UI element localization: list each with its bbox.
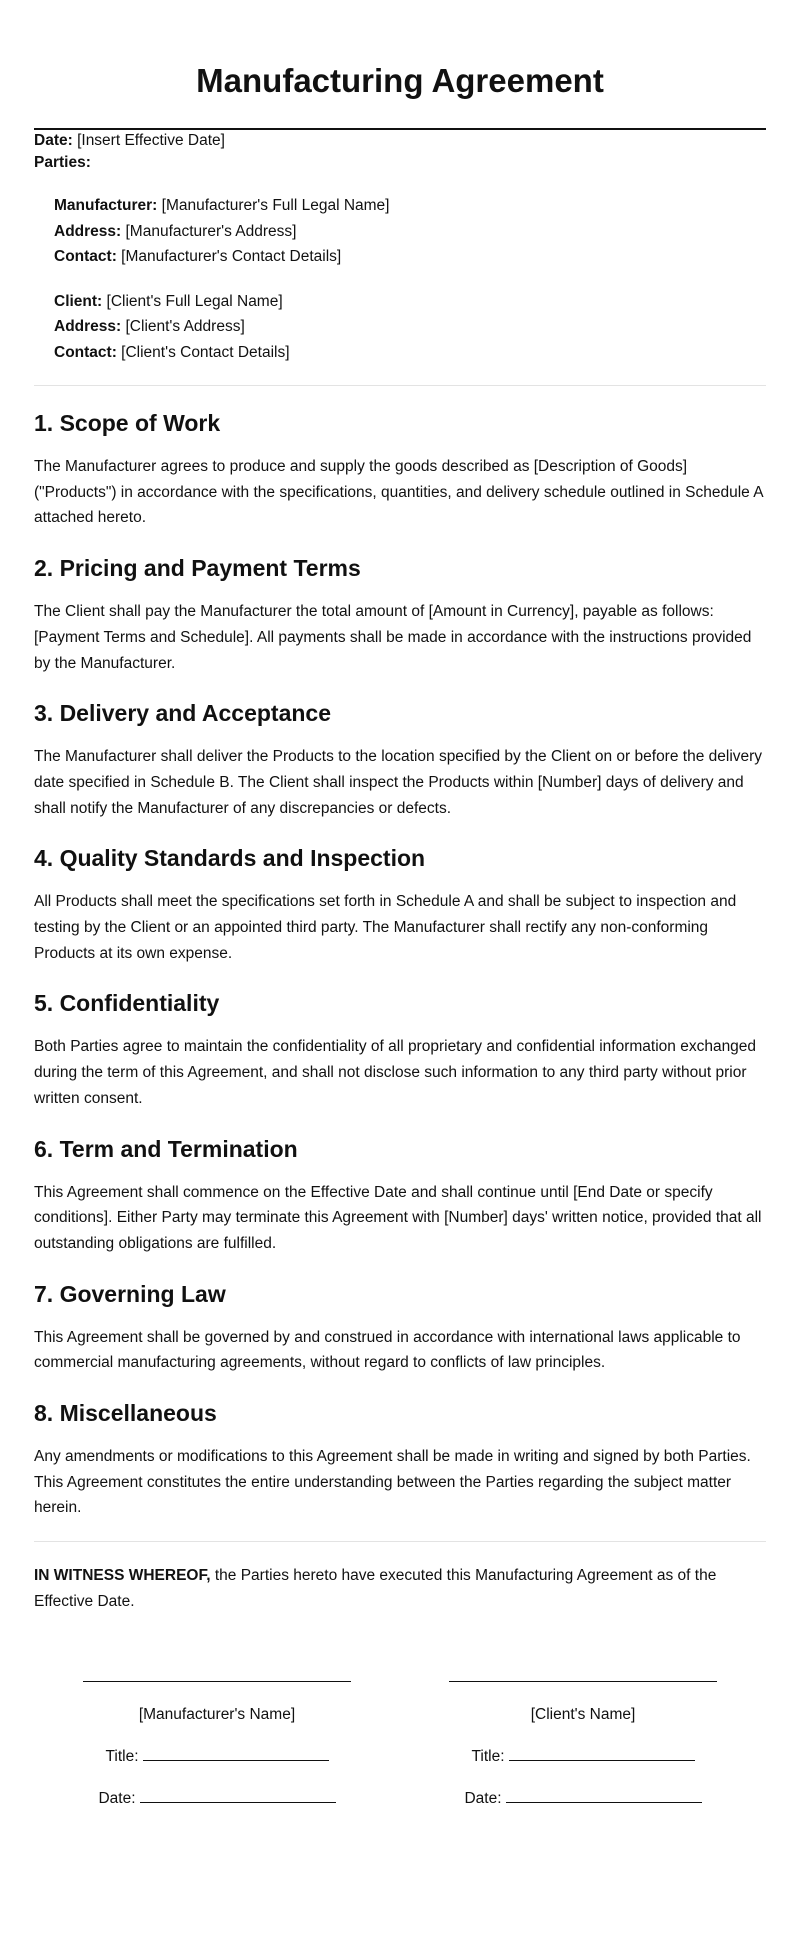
manufacturer-signature-line (83, 1681, 351, 1682)
manufacturer-name: [Manufacturer's Full Legal Name] (161, 197, 390, 214)
section-body: Both Parties agree to maintain the confidentiality of all proprietary and confidential information exchanged during the term of this Agreement, and shall not disclose such information to any third party without prior written consent. (34, 1038, 757, 1107)
client-name: [Client's Full Legal Name] (106, 292, 283, 310)
date-line (34, 130, 766, 152)
section-body: This Agreement shall be governed by and construed in accordance with international laws applicable to commercial manufacturing agreements, without regard to conflicts of law principles. (34, 1328, 741, 1372)
manufacturer-title-label: Title: (105, 1747, 139, 1765)
manufacturer-contact: [Manufacturer's Contact Details] (121, 248, 342, 265)
client-signature-block (400, 1681, 766, 1809)
manufacturer-signatory-name: [Manufacturer's Name] (138, 1705, 296, 1723)
header-divider (34, 385, 766, 386)
client-contact: [Client's Contact Details] (121, 343, 290, 361)
manufacturer-name-line (54, 193, 766, 219)
manufacturer-contact-line (54, 244, 766, 270)
date-label: Date: (34, 132, 73, 149)
section-heading: 2. Pricing and Payment Terms (34, 555, 361, 582)
section-heading: 7. Governing Law (34, 1280, 226, 1307)
manufacturer-signature-block (34, 1681, 400, 1809)
manufacturer-title-field (105, 1746, 328, 1767)
agreement-header (34, 130, 766, 365)
witness-divider (34, 1541, 766, 1542)
section-quality-standards (34, 843, 766, 966)
client-name-line (54, 289, 766, 315)
client-signature-line (449, 1681, 717, 1682)
section-miscellaneous (34, 1398, 766, 1521)
client-details (34, 289, 766, 366)
section-heading: 1. Scope of Work (34, 410, 221, 436)
client-signatory-name: [Client's Name] (530, 1705, 636, 1723)
manufacturer-address-label: Address: (54, 222, 122, 240)
client-address-line (54, 314, 766, 340)
section-confidentiality (34, 988, 766, 1111)
client-title-field (471, 1746, 694, 1767)
section-delivery-acceptance (34, 698, 766, 821)
witness-text: the Parties hereto have executed this Manufacturing Agreement as of the Effective Date. (34, 1567, 717, 1610)
section-body: Any amendments or modifications to this Agreement shall be made in writing and signed by both Parties. This Agreement constitutes the entire understanding between the Parties regarding the subject matter herein. (34, 1448, 751, 1517)
document-title: Manufacturing Agreement (196, 62, 604, 99)
section-heading: 4. Quality Standards and Inspection (34, 845, 426, 872)
section-heading: 5. Confidentiality (34, 990, 220, 1017)
client-name-label: Client: (54, 292, 103, 310)
section-heading: 3. Delivery and Acceptance (34, 700, 332, 727)
section-governing-law (34, 1279, 766, 1376)
client-date-blank (506, 1788, 702, 1803)
manufacturer-contact-label: Contact: (54, 248, 117, 265)
section-heading: 8. Miscellaneous (34, 1400, 217, 1427)
client-date-label: Date: (464, 1789, 502, 1807)
manufacturer-date-blank (140, 1788, 336, 1803)
client-address: [Client's Address] (125, 318, 245, 335)
section-heading: 6. Term and Termination (34, 1135, 298, 1162)
witness-lead: IN WITNESS WHEREOF, (34, 1567, 211, 1585)
manufacturer-title-blank (143, 1746, 329, 1761)
client-address-label: Address: (54, 318, 122, 335)
date-value: [Insert Effective Date] (77, 132, 225, 149)
client-title-blank (509, 1746, 695, 1761)
section-term-termination (34, 1134, 766, 1257)
manufacturer-name-label: Manufacturer: (54, 197, 158, 214)
client-title-label: Title: (471, 1747, 505, 1765)
manufacturer-date-label: Date: (98, 1789, 136, 1807)
client-date-field (464, 1788, 701, 1809)
manufacturer-details (34, 193, 766, 270)
parties-label: Parties: (34, 154, 91, 171)
section-body: The Manufacturer shall deliver the Products to the location specified by the Client on or before the delivery date specified in Schedule B. The Client shall inspect the Products within [Number] days of delivery and shall notify the Manufacturer of any discrepancies or defects. (34, 748, 763, 817)
signature-area (34, 1681, 766, 1809)
section-body: This Agreement shall commence on the Effective Date and shall continue until [End Date or specify conditions]. Either Party may terminate this Agreement with [Number] days' written notice, provided that all outstanding obligations are fulfilled. (34, 1183, 762, 1252)
manufacturer-address: [Manufacturer's Address] (125, 222, 297, 240)
manufacturer-address-line (54, 219, 766, 245)
section-scope-of-work (34, 408, 766, 531)
section-body: The Client shall pay the Manufacturer the total amount of [Amount in Currency], payable as follows: [Payment Terms and Schedule]. All payments shall be made in accordance with the instructions provided by the Manufacturer. (34, 603, 752, 672)
client-contact-line (54, 340, 766, 366)
section-pricing-payment (34, 553, 766, 676)
section-body: All Products shall meet the specifications set forth in Schedule A and shall be subject to inspection and testing by the Client or an appointed third party. The Manufacturer shall rectify any non-conforming Products at its own expense. (34, 893, 737, 962)
client-contact-label: Contact: (54, 343, 117, 361)
section-body: The Manufacturer agrees to produce and supply the goods described as [Description of Goods] ("Products") in accordance with the specifications, quantities, and delivery schedule outlined in Schedule A attached hereto. (34, 458, 763, 527)
witness-clause (34, 1563, 766, 1614)
manufacturer-date-field (98, 1788, 335, 1809)
